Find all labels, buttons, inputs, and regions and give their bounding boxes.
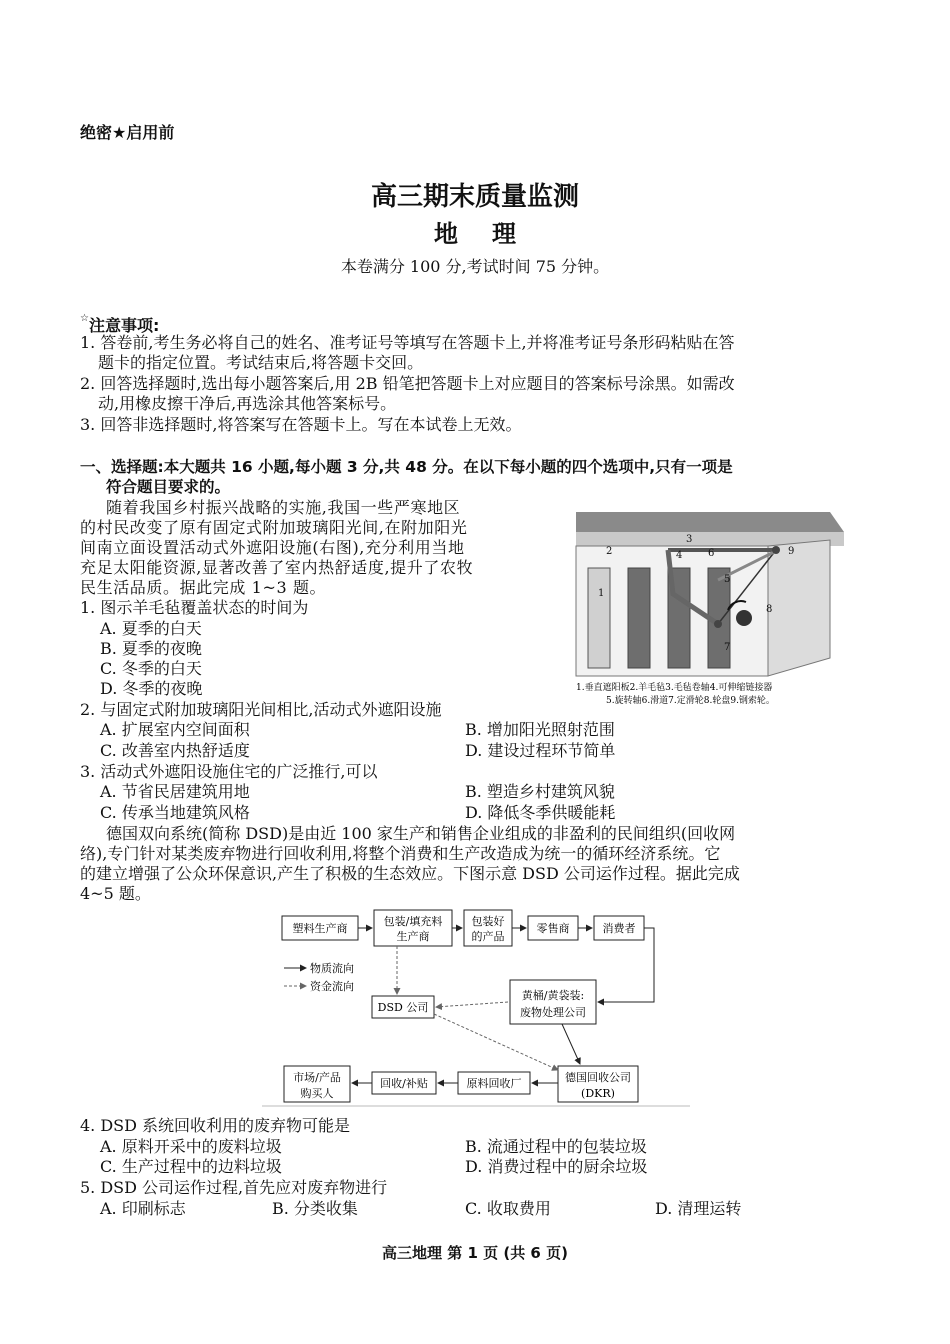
notes-heading-text: 注意事项: [88,316,160,335]
passage2-line: 的建立增强了公众环保意识,产生了积极的生态效应。下图示意 DSD 公司运作过程。据此完成 [80,864,740,883]
figure-number: 9 [788,546,795,557]
secret-mark: 绝密★启用前 [80,123,175,142]
panel [628,568,650,668]
figure-number: 2 [606,546,613,557]
subject-title: 地理 [434,220,550,248]
figure-number: 3 [686,534,693,545]
sunroom-figure [568,498,852,708]
box-label: 市场/产品 [293,1071,341,1084]
question-5-option: A. 印刷标志 [100,1199,186,1218]
passage2-line: 4~5 题。 [80,884,151,903]
question-1-option: B. 夏季的夜晚 [100,639,202,658]
note-2: 2. 回答选择题时,选出每小题答案后,用 2B 铅笔把答题卡上对应题目的答案标号涂黑。如需改 [80,374,735,393]
question-3-option: A. 节省民居建筑用地 [100,782,250,801]
dsd-flow-diagram [262,906,690,1108]
question-2-option: C. 改善室内热舒适度 [100,741,250,760]
box-label: 塑料生产商 [292,922,348,935]
question-4-stem: 4. DSD 系统回收利用的废弃物可能是 [80,1116,351,1135]
question-5-option: C. 收取费用 [465,1199,551,1218]
question-2-option: B. 增加阳光照射范围 [465,720,615,739]
page-footer: 高三地理 第 1 页 (共 6 页) [382,1244,568,1262]
figure-number: 6 [708,548,715,559]
figure-number: 1 [598,588,605,599]
section-heading-cont: 符合题目要求的。 [106,478,231,496]
question-5-option: D. 清理运转 [655,1199,742,1218]
figure-number: 4 [676,550,683,561]
flow-arrow [562,1024,580,1064]
box-label: 零售商 [536,922,570,935]
question-1-option: C. 冬季的白天 [100,659,202,678]
box-label: 黄桶/黄袋装: [521,989,585,1002]
box-label: 原料回收厂 [466,1077,522,1090]
question-5-stem: 5. DSD 公司运作过程,首先应对废弃物进行 [80,1178,388,1197]
passage2-line: 络),专门针对某类废弃物进行回收利用,将整个消费和生产改造成为统一的循环经济系统。它 [80,844,721,863]
legend-label: 物质流向 [310,962,354,975]
roof-shape [576,512,844,532]
box-label: 的产品 [471,930,505,943]
passage1-line: 的村民改变了原有固定式附加玻璃阳光间,在附加阳光 [80,518,468,537]
exam-title: 高三期末质量监测 [370,182,579,212]
figure-number: 7 [724,642,731,653]
note-3: 3. 回答非选择题时,将答案写在答题卡上。写在本试卷上无效。 [80,415,522,434]
side-wall [768,540,830,676]
figure-number: 5 [724,574,731,585]
figure-caption: 5.旋转轴6.滑道7.定滑轮8.轮盘9.钢索轮。 [606,696,775,706]
passage1-line: 随着我国乡村振兴战略的实施,我国一些严寒地区 [106,498,461,517]
section-heading: 一、选择题:本大题共 16 小题,每小题 3 分,共 48 分。在以下每小题的四个选项中,只有一项是 [80,458,733,476]
pulley [714,620,722,628]
box-label: 包装好 [471,915,505,928]
legend-label: 资金流向 [310,980,354,993]
question-2-option: D. 建设过程环节简单 [465,741,616,760]
wheel-disc [736,610,752,626]
box-label: DSD 公司 [377,1001,429,1014]
money-arrow [436,1002,508,1007]
box-label: 购买人 [300,1087,334,1100]
question-5-option: B. 分类收集 [272,1199,358,1218]
box-label: 包装/填充料 [383,915,443,928]
box-label: 生产商 [396,930,430,943]
passage1-line: 间南立面设置活动式外遮阳设施(右图),充分利用当地 [80,538,465,557]
question-1-option: A. 夏季的白天 [100,619,202,638]
question-3-option: C. 传承当地建筑风格 [100,803,250,822]
note-1: 1. 答卷前,考生务必将自己的姓名、准考证号等填写在答题卡上,并将准考证号条形码粘贴在答 [80,333,735,352]
exam-info: 本卷满分 100 分,考试时间 75 分钟。 [340,257,610,276]
passage2-line: 德国双向系统(简称 DSD)是由近 100 家生产和销售企业组成的非盈利的民间组织(回收网 [106,824,736,843]
note-1-cont: 题卡的指定位置。考试结束后,将答题卡交回。 [98,353,424,372]
box-label: 回收/补贴 [380,1077,428,1090]
dsd-flow-svg [262,906,690,1108]
sunroom-illustration [568,498,852,708]
question-3-option: B. 塑造乡村建筑风貌 [465,782,615,801]
cable-wheel [772,546,780,554]
box-label: (DKR) [581,1087,615,1100]
question-4-option: A. 原料开采中的废料垃圾 [100,1137,282,1156]
question-2-option: A. 扩展室内空间面积 [100,720,250,739]
question-4-option: D. 消费过程中的厨余垃圾 [465,1157,648,1176]
box-label: 消费者 [602,922,636,935]
question-3-stem: 3. 活动式外遮阳设施住宅的广泛推行,可以 [80,762,378,781]
question-4-option: B. 流通过程中的包装垃圾 [465,1137,647,1156]
figure-number: 8 [766,604,773,615]
panel [588,568,610,668]
passage1-line: 充足太阳能资源,显著改善了室内热舒适度,提升了农牧 [80,558,474,577]
note-2-cont: 动,用橡皮擦干净后,再选涂其他答案标号。 [98,394,397,413]
passage1-line: 民生活品质。据此完成 1~3 题。 [80,578,327,597]
figure-caption: 1.垂直遮阳板2.羊毛毡3.毛毡卷轴4.可伸缩链接器 [576,683,773,693]
question-3-option: D. 降低冬季供暖能耗 [465,803,616,822]
question-2-stem: 2. 与固定式附加玻璃阳光间相比,活动式外遮阳设施 [80,700,442,719]
question-4-option: C. 生产过程中的边料垃圾 [100,1157,282,1176]
box-label: 废物处理公司 [520,1006,586,1019]
question-1-option: D. 冬季的夜晚 [100,679,203,698]
notes-heading: ☆注意事项: [80,313,160,335]
box-label: 德国回收公司 [565,1071,631,1084]
question-1-stem: 1. 图示羊毛毡覆盖状态的时间为 [80,598,309,617]
